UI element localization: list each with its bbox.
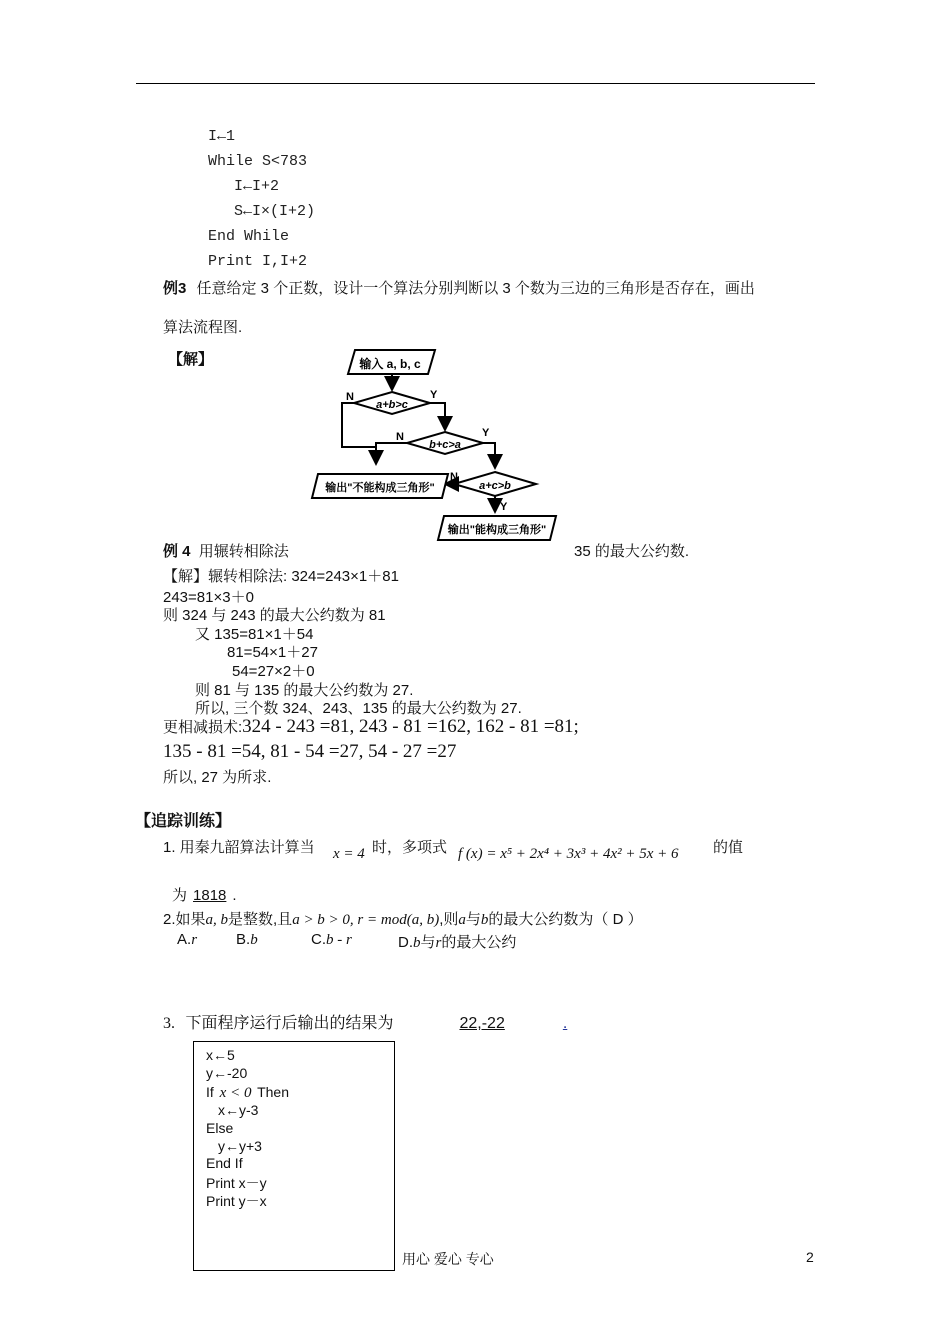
program-cond: x < 0 [219, 1085, 252, 1101]
code-line-4: S←I×(I+2) [234, 203, 316, 220]
q2-text-a: 2.如果 [163, 911, 206, 928]
example4-solution-6: 54=27×2＋0 [232, 663, 315, 680]
q2-option-b-label: B. [236, 931, 251, 948]
q3-end: . [562, 1015, 568, 1032]
q1-text: 1. 用秦九韶算法计算当 [163, 839, 315, 856]
q1-answer-prefix: 为 [172, 887, 188, 904]
example4-text-left: 用辗转相除法 [198, 543, 289, 560]
q1-answer-suffix: . [232, 887, 237, 904]
program-line-4: x←y-3 [218, 1102, 259, 1118]
q1-end: 的值 [713, 839, 744, 856]
example3-text2: 算法流程图. [163, 319, 243, 336]
q2-option-a-label: A. [177, 931, 192, 948]
q2-option-d-value2: r [435, 935, 442, 951]
code-line-5: End While [208, 228, 290, 245]
q2-option-a-value: r [191, 932, 198, 948]
program-if: If [206, 1084, 214, 1100]
input-label: 输入 a, b, c [359, 357, 421, 371]
q1-x: x = 4 [333, 846, 365, 862]
q2-text-d: 与 [465, 911, 481, 928]
q1-answer-line [172, 884, 237, 905]
method2-eq1: 324 - 243 =81, 243 - 81 =162, 162 - 81 =81; [242, 716, 579, 737]
example4-solution-7: 则 81 与 135 的最大公约数为 27. [195, 682, 414, 699]
q2-option-a [177, 931, 197, 949]
program-box [193, 1041, 395, 1271]
example4-solution-8: 所以, 三个数 324、243、135 的最大公约数为 27. [195, 700, 522, 717]
program-line-1: x←5 [206, 1047, 235, 1063]
q2-b: b [480, 912, 489, 928]
example3-line1 [163, 277, 755, 298]
example3-text1: 任意给定 3 个正数，设计一个算法分别判断以 3 个数为三边的三角形是否存在，画出 [196, 280, 755, 297]
decision3-yes: Y [500, 501, 508, 513]
q3-answer-blank-left [393, 1015, 459, 1032]
decision1-no: N [346, 391, 354, 403]
example3-label: 例3 [163, 280, 187, 297]
output-yes-label: 输出"能构成三角形" [447, 524, 547, 536]
program-line-5: Else [206, 1120, 234, 1136]
program-line-9: Print y－x [206, 1193, 267, 1209]
q2-text-c: ,则 [439, 911, 459, 928]
page-number: 2 [806, 1249, 814, 1265]
program-then: Then [257, 1084, 290, 1100]
q1-poly: f (x) = x⁵ + 2x⁴ + 3x³ + 4x² + 5x + 6 [458, 846, 679, 862]
q1-mid: 时，多项式 [372, 839, 448, 856]
method2-eq2: 135 - 81 =54, 81 - 54 =27, 54 - 27 =27 [163, 741, 457, 762]
example4-solution-4: 又 135=81×1＋54 [195, 626, 314, 643]
method2-line1 [163, 716, 579, 738]
q2-cond: a > b > 0, r = mod(a, b) [292, 912, 440, 928]
q2-ab: a, b [205, 912, 229, 928]
example4-solution-2: 243=81×3＋0 [163, 589, 254, 606]
example4-solution-1: 【解】辗转相除法: 324=243×1＋81 [163, 568, 399, 585]
header-rule [136, 83, 815, 84]
q3-answer: 22,-22 [459, 1015, 505, 1032]
q2-option-c-label: C. [311, 931, 326, 948]
q2-a: a [458, 912, 466, 928]
q2-option-d [398, 931, 516, 952]
decision1-label: a+b>c [376, 399, 408, 411]
q3-line [163, 1010, 567, 1033]
q2-option-c [311, 931, 352, 949]
footer-motto: 用心 爱心 专心 [402, 1251, 494, 1267]
q1-answer: 1818 [193, 887, 227, 904]
q2-option-d-value: b [413, 935, 421, 951]
decision1-yes: Y [430, 389, 438, 401]
program-line-8: Print x－y [206, 1175, 267, 1191]
q2-text-e: 的最大公约数为（ D ） [488, 911, 643, 928]
decision3-no: N [450, 471, 458, 483]
q2-option-d-label: D. [398, 934, 413, 951]
q2-option-b-value: b [250, 932, 258, 948]
q2-option-c-value: b - r [326, 932, 352, 948]
example3-solution-label: 【解】 [168, 351, 214, 368]
program-line-7: End If [206, 1155, 243, 1171]
code-line-6: Print I,I+2 [208, 253, 308, 270]
method2-label: 更相减损术: [163, 719, 243, 736]
example4-line [163, 540, 289, 561]
example4-solution-5: 81=54×1＋27 [227, 644, 318, 661]
practice-heading: 【追踪训练】 [135, 813, 232, 830]
code-line-2: While S<783 [208, 153, 308, 170]
q2-option-d-suffix: 的最大公约 [441, 934, 517, 951]
decision2-yes: Y [482, 427, 490, 439]
code-line-1: I←1 [208, 128, 236, 145]
output-no-label: 输出"不能构成三角形" [325, 482, 435, 494]
example4-solution-3: 则 324 与 243 的最大公约数为 81 [163, 607, 386, 624]
q3-answer-blank-right [505, 1015, 563, 1032]
example4-conclusion: 所以, 27 为所求. [163, 769, 272, 786]
example4-label: 例 4 [163, 543, 191, 560]
q2-line [163, 908, 643, 929]
decision2-label: b+c>a [429, 439, 461, 451]
q2-option-d-mid: 与 [420, 934, 436, 951]
algorithm-flowchart [300, 340, 570, 548]
program-line-2: y←-20 [206, 1065, 248, 1081]
example4-text-right: 35 的最大公约数. [574, 543, 690, 560]
program-line-3 [206, 1084, 289, 1102]
q3-text: 下面程序运行后输出的结果为 [185, 1015, 394, 1032]
q2-text-b: 是整数,且 [228, 911, 293, 928]
code-line-3: I←I+2 [234, 178, 280, 195]
decision2-no: N [396, 431, 404, 443]
decision3-label: a+c>b [479, 480, 511, 492]
q2-option-b [236, 931, 258, 949]
q3-num: 3. [163, 1015, 175, 1032]
program-line-6: y←y+3 [218, 1138, 262, 1154]
